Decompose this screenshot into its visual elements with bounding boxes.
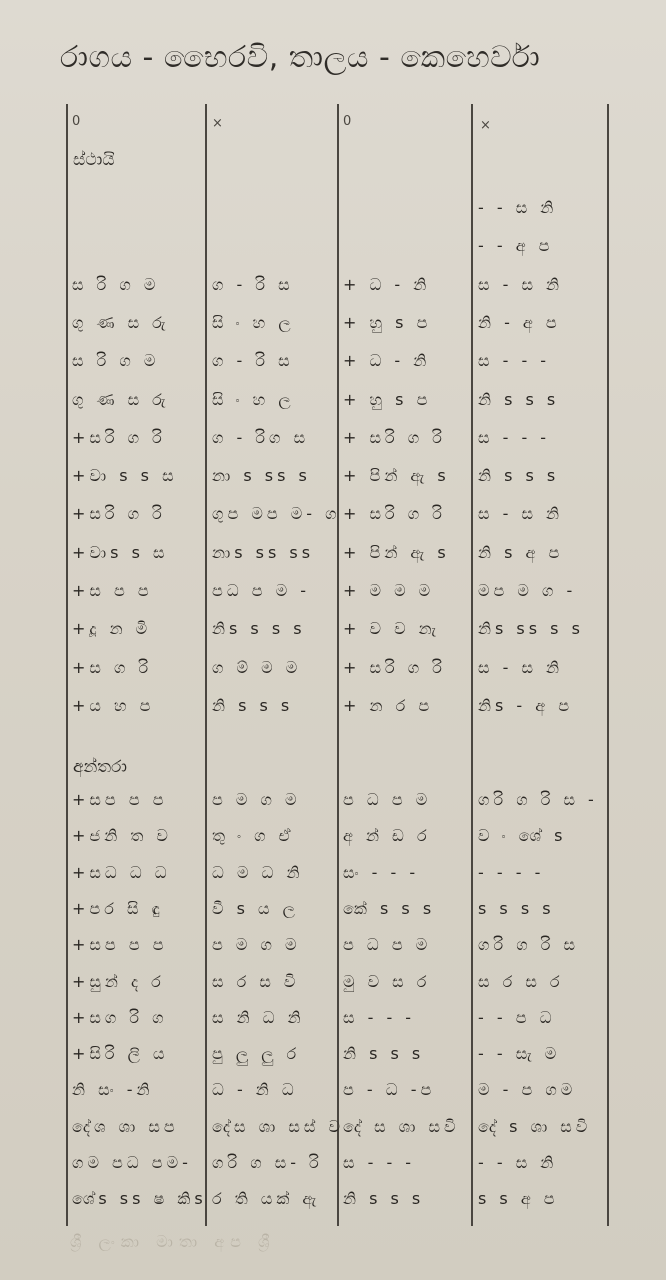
notation-cell: නි s s s <box>478 389 560 409</box>
notation-cell: දේශ ශා සප <box>72 1116 179 1136</box>
notation-cell: - - ප ධ <box>478 1007 556 1027</box>
notation-cell: නා s ss s <box>212 466 311 486</box>
notation-cell: + ධ - නි <box>343 274 431 294</box>
notation-cell: ස - - - <box>343 1007 416 1027</box>
notation-cell: - - අ ප <box>478 236 554 256</box>
notation-cell: +සධ ධ ධ <box>72 862 171 882</box>
section-heading-antara: අන්තරා <box>73 757 127 777</box>
notation-cell: ගුප මප ම- ග <box>212 504 341 524</box>
notation-cell: මප ම ග - <box>478 581 577 600</box>
tala-marker: 0 <box>343 114 352 129</box>
section-heading-sthayi: ස්ථායි <box>73 150 115 170</box>
notation-cell: අ න් ඩ ර <box>343 826 431 846</box>
notation-cell: +සරි ග රි <box>72 504 166 524</box>
notation-cell: ධ ම ධ නි <box>212 862 304 882</box>
notation-cell: ස ර ස වි <box>212 971 300 991</box>
notation-cell: නි - අ ප <box>478 312 561 332</box>
notation-cell: නිs ss s s <box>478 619 584 639</box>
bar-line <box>471 104 473 1226</box>
notation-cell: + ධ - නි <box>343 351 431 371</box>
notation-cell: මු ව ස ර <box>343 971 431 991</box>
notation-cell: +සරි ග රි <box>72 427 166 447</box>
notation-cell: +සිරි ලි ය <box>72 1044 169 1064</box>
notation-cell: - - සැ ම <box>478 1044 561 1064</box>
notation-cell: + පින් ඇ s <box>343 542 450 562</box>
notation-cell: + න ර ප <box>343 695 434 715</box>
notation-cell: නි s s s <box>343 1189 425 1209</box>
notation-cell: නිs s s s <box>212 619 306 639</box>
notation-cell: ගම පධ පම- <box>72 1153 192 1172</box>
notation-cell: නි s s s <box>212 695 294 715</box>
notation-cell: ප ම ග ම <box>212 935 301 955</box>
notation-cell: සං - - - <box>343 862 420 882</box>
notation-cell: ස රි ග ම <box>72 351 160 371</box>
notation-cell: ග - රි ස <box>212 351 294 371</box>
notation-cell: ර ති යක් ඇ <box>212 1189 321 1209</box>
notation-cell: + සරි ග රි <box>343 657 446 677</box>
page-title: රාගය - භෛරවි, තාලය - කෙහෙර්වා <box>60 40 541 75</box>
notation-cell: + පින් ඇ s <box>343 466 450 486</box>
notation-cell: ගරි ග ස- රි <box>212 1153 323 1172</box>
notation-cell: +ය හ ප <box>72 695 155 715</box>
notation-cell: +ස ප ප <box>72 581 153 600</box>
notation-cell: ගු ණ ස රු <box>72 312 170 332</box>
notation-cell: නි s s s <box>343 1044 425 1064</box>
notation-cell: +ජනි ත ව <box>72 826 172 846</box>
notation-cell: දේස ශා සස් ව <box>212 1116 344 1136</box>
notation-cell: - - ස නි <box>478 1153 558 1172</box>
notation-cell: පධ ප ම - <box>212 581 311 600</box>
tala-marker: × <box>212 116 223 131</box>
notation-cell: + ව ව නැ <box>343 619 441 639</box>
notation-cell: ස - - - <box>478 351 551 371</box>
notation-cell: ශේs ss ෂ කිs <box>72 1189 207 1209</box>
notation-cell: තු ං ග ඒ <box>212 826 295 846</box>
notation-cell: +වා s s ස <box>72 466 178 486</box>
notation-cell: දේ ස ශා සවි <box>343 1116 460 1136</box>
notation-cell: ප - ධ -ප <box>343 1080 436 1100</box>
bleed-through-text: ශ්‍රී ලංකා මාතා අප ශ්‍රී <box>70 1232 276 1251</box>
notation-cell: වී s ය ල <box>212 898 299 918</box>
notation-cell: +වාs s ස <box>72 542 169 562</box>
notation-cell: නි සං -නි <box>72 1080 154 1100</box>
notation-cell: ස ර ස ර <box>478 971 564 991</box>
notation-cell: ග ම් ම ම <box>212 657 302 677</box>
notation-cell: +දූ න මි <box>72 619 152 639</box>
notation-cell: ප ධ ප ම <box>343 935 432 955</box>
bar-line <box>66 104 68 1226</box>
notation-cell: නි s s s <box>478 466 560 486</box>
notation-cell: ස නි ධ නි <box>212 1007 305 1027</box>
notation-cell: +සුන් ද ර <box>72 971 165 991</box>
notation-cell: ග - රිග ස <box>212 427 310 447</box>
notation-cell: නි s අ ප <box>478 542 564 562</box>
notation-cell: නිs - අ ප <box>478 695 574 715</box>
notation-cell: ස - - - <box>478 427 551 447</box>
notation-cell: + හු s ප <box>343 312 432 332</box>
notation-cell: +පර සි ඳු <box>72 898 164 918</box>
bar-line <box>205 104 207 1226</box>
notation-cell: ග - රි ස <box>212 274 294 294</box>
notation-cell: +ස ග රි <box>72 657 153 677</box>
tala-marker: 0 <box>72 114 81 129</box>
notation-cell: දේ s ශා සවි <box>478 1116 592 1136</box>
notation-cell: ගරි ග රි ස <box>478 935 579 955</box>
notation-cell: - - ස නි <box>478 198 558 217</box>
notation-cell: ව ං ශේ s <box>478 826 567 846</box>
notation-cell: ස - ස නි <box>478 504 564 524</box>
notation-cell: +සප ප ප <box>72 790 168 809</box>
bar-line <box>607 104 609 1226</box>
notation-cell: + සරි ග රි <box>343 427 446 447</box>
notation-cell: ප ම ග ම <box>212 790 301 809</box>
notation-cell: + සරි ග රි <box>343 504 446 524</box>
tala-marker: × <box>480 118 491 133</box>
notation-cell: ම - ප ගම <box>478 1080 577 1100</box>
notation-cell: ස රි ග ම <box>72 274 160 294</box>
notation-cell: + හු s ප <box>343 389 432 409</box>
notation-cell: - - - - <box>478 862 545 882</box>
notation-cell: ස - - - <box>343 1153 416 1172</box>
notation-cell: නාs ss ss <box>212 542 315 562</box>
notation-cell: පු ලු ලු ර <box>212 1044 301 1064</box>
notation-cell: ස - ස නි <box>478 657 564 677</box>
notation-cell: ප ධ ප ම <box>343 790 432 809</box>
notation-cell: s s අ ප <box>478 1189 559 1209</box>
notation-cell: ස - ස නි <box>478 274 564 294</box>
notation-cell: ගරි ග රි ස - <box>478 790 598 809</box>
notation-cell: ධ - නි ධ <box>212 1080 298 1100</box>
notation-cell: s s s s <box>478 898 555 918</box>
notation-cell: කේ s s s <box>343 898 436 918</box>
notation-cell: +සප ප ප <box>72 935 168 955</box>
notation-cell: ගු ණ ස රු <box>72 389 170 409</box>
notation-cell: + ම ම ම <box>343 581 435 600</box>
notation-cell: සි ං හ ල <box>212 312 295 332</box>
notation-cell: සි ං හ ල <box>212 389 295 409</box>
bar-line <box>337 104 339 1226</box>
notation-cell: +සග රි ග <box>72 1007 168 1027</box>
